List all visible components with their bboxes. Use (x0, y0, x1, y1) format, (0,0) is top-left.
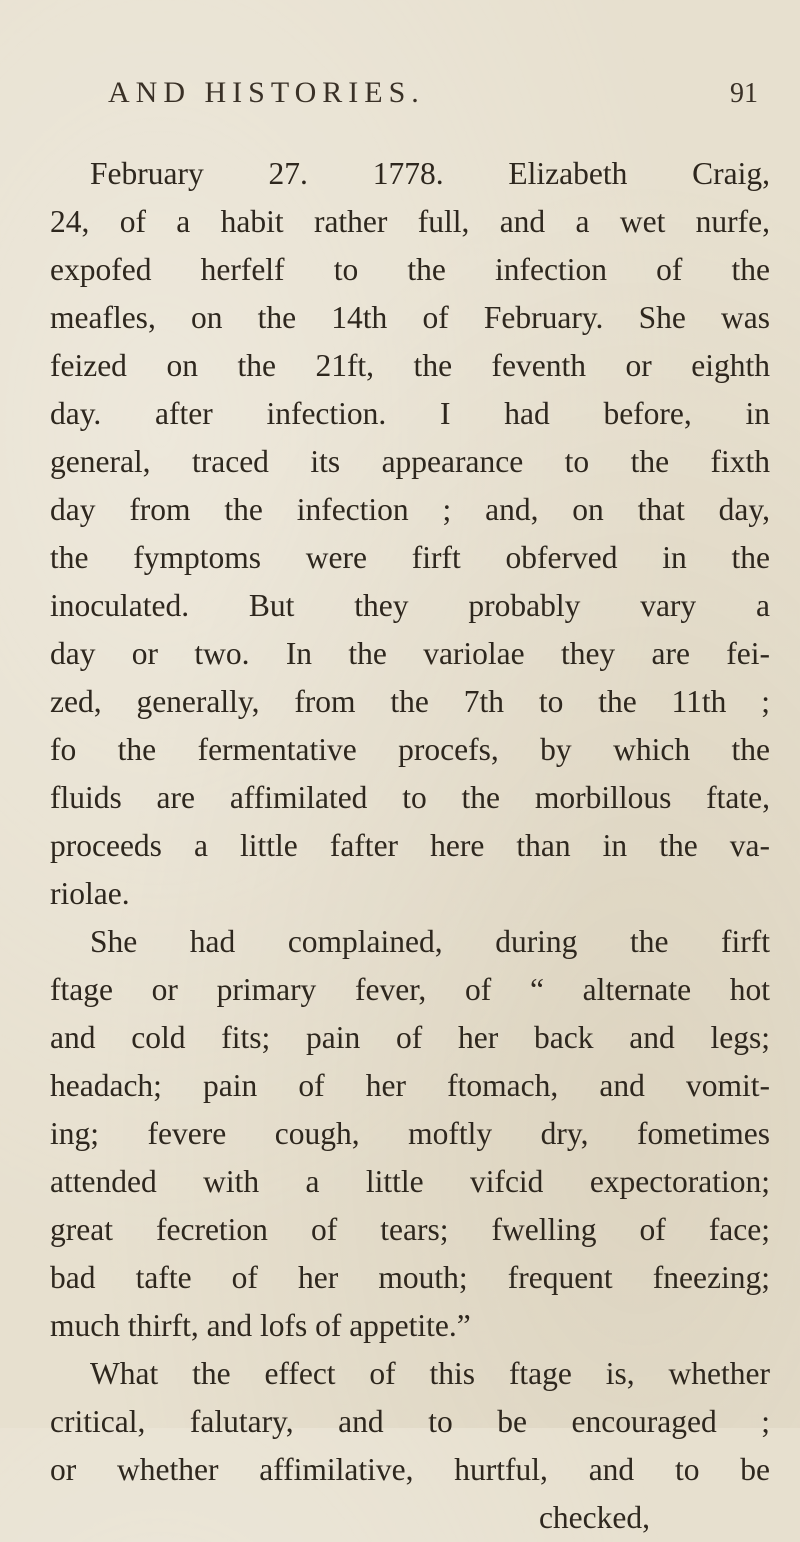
text-line: day. after infection. I had before, in (50, 396, 770, 431)
text-line: attended with a little vifcid expectoration; (50, 1164, 770, 1199)
text-line: and cold fits; pain of her back and legs; (50, 1020, 770, 1055)
text-line: zed, generally, from the 7th to the 11th ; (50, 684, 770, 719)
text-line: expofed herfelf to the infection of the (50, 252, 770, 287)
text-line: day from the infection ; and, on that day, (50, 492, 770, 527)
text-line: riolae. (50, 876, 130, 911)
text-line: inoculated. But they probably vary a (50, 588, 770, 623)
text-line: fo the fermentative procefs, by which the (50, 732, 770, 767)
text-line: much thirft, and lofs of appetite.” (50, 1308, 471, 1343)
text-line: 24, of a habit rather full, and a wet nurfe, (50, 204, 770, 239)
text-line: day or two. In the variolae they are fei- (50, 636, 770, 671)
body-text (50, 150, 770, 1542)
text-line: meafles, on the 14th of February. She was (50, 300, 770, 335)
text-line: proceeds a little fafter here than in the va- (50, 828, 770, 863)
text-line: feized on the 21ft, the feventh or eighth (50, 348, 770, 383)
running-title: AND HISTORIES. (108, 76, 425, 109)
text-line: fluids are affimilated to the morbillous ftate, (50, 780, 770, 815)
text-line: or whether affimilative, hurtful, and to be (50, 1452, 770, 1487)
text-line: ing; fevere cough, moftly dry, fometimes (50, 1116, 770, 1151)
text-line: general, traced its appearance to the fixth (50, 444, 770, 479)
text-line: February 27. 1778. Elizabeth Craig, (90, 156, 770, 191)
text-line: What the effect of this ftage is, whether (90, 1356, 770, 1391)
text-line: She had complained, during the firft (90, 924, 770, 959)
text-line: the fymptoms were firft obferved in the (50, 540, 770, 575)
text-line: headach; pain of her ftomach, and vomit- (50, 1068, 770, 1103)
text-line: ftage or primary fever, of “ alternate hot (50, 972, 770, 1007)
text-line: bad tafte of her mouth; frequent fneezing; (50, 1260, 770, 1295)
catchword: checked, (538, 1500, 650, 1535)
page-number: 91 (730, 78, 758, 109)
text-line: great fecretion of tears; fwelling of face; (50, 1212, 770, 1247)
text-line: critical, falutary, and to be encouraged ; (50, 1404, 770, 1439)
running-head (108, 76, 758, 116)
